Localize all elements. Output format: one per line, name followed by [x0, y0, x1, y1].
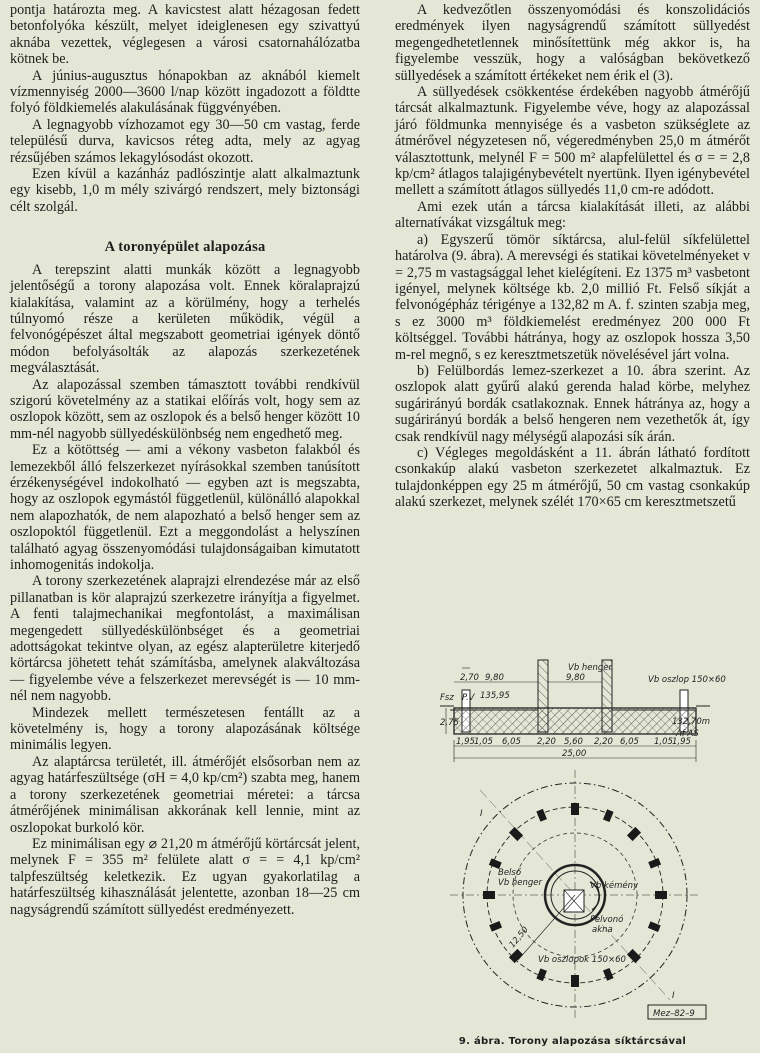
paragraph: A június-augusztus hónapokban az aknából kiemelt vízmennyiség 2000—3600 l/nap között ingadozott a földtte folyó földkiemelés alakulásának függvényében. — [10, 67, 360, 117]
dim-label: 2,70 — [460, 673, 479, 683]
paragraph: A terepszint alatti munkák között a legnagyobb jelentőségű a torony alapozása volt. Ennek köralaprajzú kialakítása, valamint az a körülmény, hogy a terhelés túlnyomó része a kerületen működik, végül a felvonógépészet által megszabott geometriai igények döntő módon befolyásolták az alapozás szerkezetének megválasztását. — [10, 261, 360, 377]
plan-view — [450, 770, 706, 1020]
total-dim-label: 25,00 — [562, 749, 587, 759]
dim-label: 6,05 — [620, 737, 639, 747]
figure-stamp: Mez–82–9 — [653, 1009, 695, 1019]
dim-label: 1,05 — [474, 737, 493, 747]
dim-label: 2,75 — [440, 718, 459, 728]
paragraph: b) Felülbordás lemez-szerkezet a 10. ábra szerint. Az oszlopok alatt gyűrű alakú gerenda halad körbe, melyhez sugárirányú bordák csatlakoznak. Ennek hátránya az, hogy a sugárirányú bordák a belső hengeren nem vezethetők át, így csak rendkívül nagy mélységű alapozási sík árán. — [395, 362, 750, 445]
paragraph: A legnagyobb vízhozamot egy 30—50 cm vastag, ferde településű durva, kavicsos réteg adta, mely az agyag rézsűjében számos lekagylósodást okozott. — [10, 116, 360, 166]
paragraph: Az alapozással szemben támasztott további rendkívül szigorú követelmény az a statikai előírás volt, hogy sem az oszlopok között, sem az oszlopok és a belső henger között 10 mm-nél nagyobb süllyedéskülönbség nem engedhető meg. — [10, 376, 360, 442]
section-mark: I — [672, 991, 675, 1001]
section-heading: A toronyépület alapozása — [104, 239, 266, 256]
paragraph: Ezen kívül a kazánház padlószintje alatt alkalmaztunk egy kisebb, 1,0 m mély szivárgó rendszert, mely biztonsági célt szolgál. — [10, 166, 360, 215]
level-label: 132,70m — [672, 717, 711, 727]
dim-label: 1,95 — [456, 737, 475, 747]
paragraph: Ami ezek után a tárcsa kialakítását illeti, az alábbi alternatívákat vizsgáltuk meg: — [395, 198, 750, 232]
paragraph: Mindezek mellett természetesen fentállt az a követelmény is, hogy a torony alapozásának költsége minimális legyen. — [10, 704, 360, 754]
felvono-label: Felvonó — [590, 915, 624, 925]
left-column — [10, 2, 360, 918]
section-view — [440, 660, 726, 762]
akna-label: akna — [592, 925, 613, 935]
dim-label: 1,95 — [672, 737, 691, 747]
dim-label: 1,05 — [654, 737, 673, 747]
dim-label: 6,05 — [502, 737, 521, 747]
belso-label: Belső — [498, 868, 522, 878]
paragraph: A torony szerkezetének alaprajzi elrendezése már az első pillanatban is kör alaprajzú szerkezetre irányítja a figyelmet. A fenti talajmechanikai megfontolást, a maximálisan megengedett süllyedéskülönbséget és a geometriai adottságokat tekintve olyan, az egész alapterületre kiterjedő körtárcsa jöhetett tehát számításba, amelynek alakváltozása — figyelembe véve a felszerkezet merevségét is — 10 mm-nél nem nagyobb. — [10, 573, 360, 705]
vb-henger-plan-label: Vb henger — [498, 878, 543, 888]
vb-oszlop-label: Vb oszlop 150×60 — [648, 675, 726, 685]
af-label: Af AS — [676, 729, 699, 739]
paragraph: Ez minimálisan egy ⌀ 21,20 m átmérőjű körtárcsát jelent, melynek F = 355 m² felülete alatt σ = = 4,1 kp/cm² talpfeszültség keletkezik. Ez ugyan gyakorlatilag a határfeszültség kihasználását jelentette, azonban 18—25 cm nagyságrendű számított süllyedést eredményezett. — [10, 835, 360, 918]
vb-henger-label: Vb henger — [568, 663, 613, 673]
pv-label: P.V — [462, 693, 475, 703]
paragraph: Ez a kötöttség — ami a vékony vasbeton falakból és lemezekből álló felszerkezet nyírásokkal szemben tanúsított érzékenységével indokolható — egyben azt is megszabta, hogy az oszlopok egymástól függetlenül, különálló alapokkal nem alapozhatók, de nem alapozható a belső henger sem az oszlopoktól függetlenül. Ezt a meggondolást a helyszínen található agyag összenyomódási tulajdonságaiban kimutatott inhomogenitás indokolja. — [10, 442, 360, 573]
right-column — [395, 2, 750, 511]
level-label: 135,95 — [480, 691, 510, 701]
paragraph: A süllyedések csökkentése érdekében nagyobb átmérőjű tárcsát alkalmaztunk. Figyelembe véve, hogy az alapozással járó földmunka mennyisége és a vasbeton szükséglete az átmérővel négyzetesen nő, végeredményben 25,0 m átmérőt választottunk, melynél F = 500 m² alapfelülettel és σ = = 2,8 kp/cm² átlagos talajigénybevételt nyertünk. Ilyen igénybevétel mellett a számított átlagos süllyedés 11,0 cm-re adódott. — [395, 84, 750, 199]
dim-label: 5,60 — [564, 737, 583, 747]
paragraph: pontja határozta meg. A kavicstest alatt hézagosan fedett betonfolyóka készült, melyet ideiglenesen egy szivattyú aknába vezettek, véglegesen a városi csatornahálózatba kötnek be. — [10, 2, 360, 68]
paragraph: a) Egyszerű tömör síktárcsa, alul-felül síkfelülettel határolva (9. ábra). A merevségi és statikai követelményeket v = 2,75 m vastagsággal lehet kielégíteni. Ez 1375 m³ vasbetont igényel, melynek költsége kb. 2,0 millió Ft. Felső síkját a felvonógépház térigénye a 132,82 m A. f. szinten szabja meg, s ez 3000 m³ földkiemelést eredményez 200 000 Ft költséggel. További hátránya, hogy az oszlopok hossza 3,50 m-rel megnő, s ez keresztmetszetük növelésével járt volna. — [395, 231, 750, 363]
dim-label: 2,20 — [594, 737, 613, 747]
vb-oszlopok-label: Vb oszlopok 150×60 — [538, 955, 626, 965]
foundation-drawing — [440, 660, 726, 1035]
fsz-label: Fsz — [440, 693, 454, 703]
figure-caption: 9. ábra. Torony alapozása síktárcsával — [458, 1036, 687, 1047]
dim-label: 9,80 — [566, 673, 585, 683]
section-mark: I — [480, 809, 483, 819]
diameter-label: 12,50 — [507, 924, 531, 951]
paragraph: c) Végleges megoldásként a 11. ábrán látható fordított csonkakúp alakú vasbeton szerkezetet alkalmaztuk. Ez tulajdonképpen egy 25 m átmérőjű, 50 cm vastag csonkakúp alakú szerkezet, melynek szélét 170×65 cm keresztmetszetű — [395, 444, 750, 511]
paragraph: A kedvezőtlen összenyomódási és konszolidációs eredmények ilyen nagyságrendű számított süllyedést megengedhetetlennek minősítettünk még akkor is, ha figyelembe vesszük, hogy a valóságban bekövetkező süllyedések a számított értékeket nem érik el (3). — [395, 2, 750, 84]
dim-label: 2,20 — [537, 737, 556, 747]
figure-9-drawing — [440, 660, 726, 1035]
vb-kemeny-label: Vb kémény — [590, 881, 638, 891]
dim-label: 9,80 — [485, 673, 504, 683]
paragraph: Az alaptárcsa területét, ill. átmérőjét elsősorban nem az agyag határfeszültsége (σH = 4,0 kp/cm²) szabta meg, hanem a torony szerkezetének geometriai méretei: a tárcsa átmérőjének minimálisan akkorának kell lennie, mint az oszlopokat burkoló kör. — [10, 753, 360, 836]
